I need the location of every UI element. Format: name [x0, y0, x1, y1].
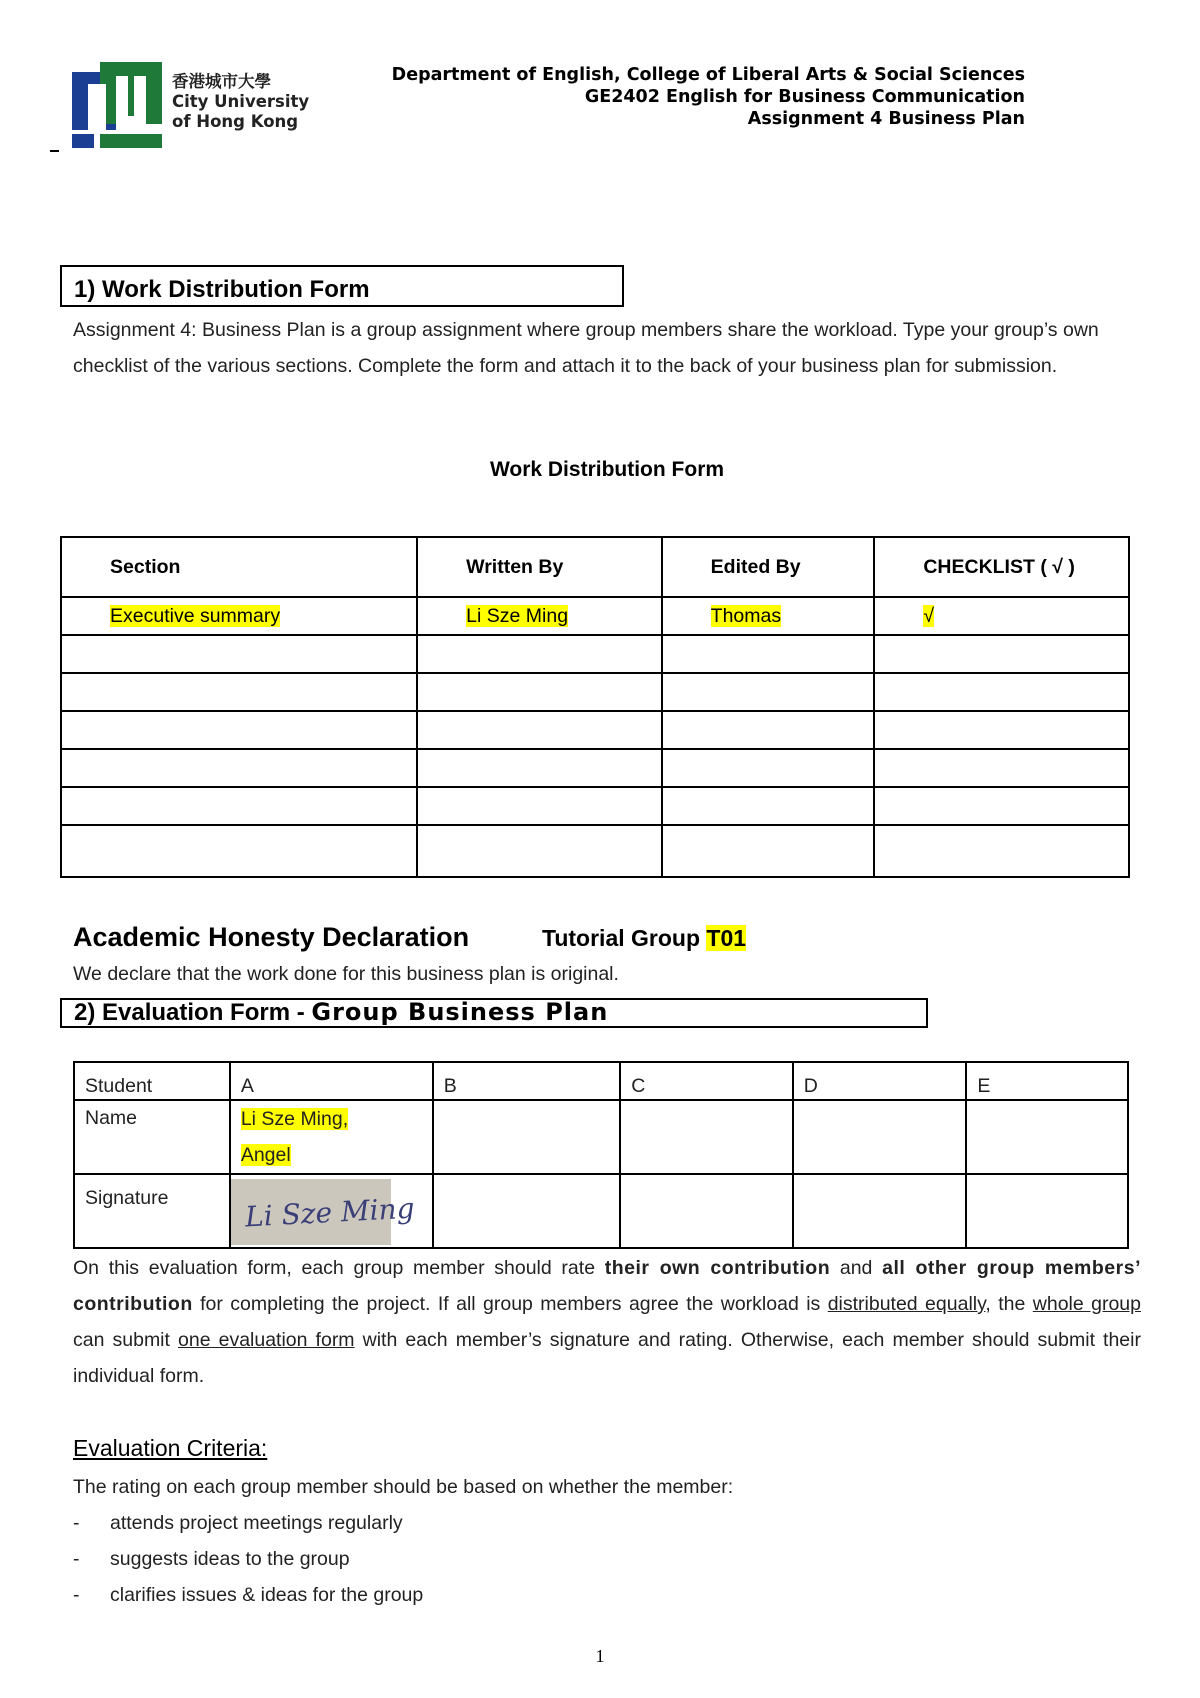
svg-text:Li Sze Ming: Li Sze Ming — [244, 1191, 416, 1234]
name-c-cell[interactable] — [620, 1100, 793, 1174]
instr-underline-form: one evaluation form — [178, 1329, 355, 1351]
table-cell[interactable] — [61, 597, 417, 635]
name-a-cell[interactable] — [230, 1100, 433, 1174]
instr-underline-equal: distributed equally — [827, 1293, 986, 1315]
signature-a-cell[interactable] — [230, 1174, 433, 1248]
honesty-statement: We declare that the work done for this business plan is original. — [73, 963, 619, 985]
stray-mark — [50, 150, 59, 152]
table-cell[interactable] — [874, 635, 1129, 673]
table-cell[interactable] — [874, 749, 1129, 787]
table-cell[interactable] — [662, 711, 875, 749]
instr-text-6: with each member’s signature and rating. Otherwise, each member should submit their individual form. — [73, 1329, 1141, 1387]
logo-chinese-name: 香港城市大學 — [172, 72, 271, 91]
table-cell[interactable] — [874, 825, 1129, 877]
work-form-title: Work Distribution Form — [489, 458, 725, 481]
section2-title-part1: 2) Evaluation Form - — [74, 999, 312, 1026]
table-cell[interactable] — [662, 673, 875, 711]
instr-text-3: for completing the project. If all group members agree the workload is — [192, 1293, 828, 1315]
table-cell[interactable] — [662, 597, 875, 635]
list-dash: - — [73, 1512, 80, 1534]
instr-bold-others: all other group members’ contribution — [73, 1257, 1141, 1315]
section1-title-box — [60, 265, 624, 307]
table-cell[interactable] — [874, 711, 1129, 749]
section1-title: 1) Work Distribution Form — [74, 276, 370, 303]
cityu-logo-icon — [72, 62, 167, 152]
tutorial-group-label: Tutorial Group — [542, 925, 701, 951]
name-a-line1: Li Sze Ming, — [240, 1108, 349, 1130]
student-c: C — [620, 1062, 793, 1100]
honesty-title: Academic Honesty Declaration — [73, 922, 470, 952]
table-row — [61, 673, 1129, 711]
header-department: Department of English, College of Liberal Arts & Social Sciences — [391, 65, 1025, 85]
table-cell[interactable] — [417, 711, 662, 749]
table-row — [61, 825, 1129, 877]
table-cell[interactable] — [874, 673, 1129, 711]
table-cell[interactable] — [662, 749, 875, 787]
university-logo — [72, 62, 310, 152]
signature-c-cell[interactable] — [620, 1174, 793, 1248]
section2-title-part2: Group Business Plan — [311, 998, 609, 1026]
evaluation-instructions — [73, 1250, 1141, 1394]
evaluation-table — [73, 1061, 1129, 1249]
table-header-row — [61, 537, 1129, 597]
handwritten-signature-icon — [231, 1179, 416, 1245]
table-cell[interactable] — [61, 787, 417, 825]
tutorial-group — [542, 925, 746, 952]
table-row — [61, 635, 1129, 673]
table-row — [61, 597, 1129, 635]
logo-english-line1: City University — [172, 92, 310, 111]
header-edited-by: Edited By — [662, 537, 875, 597]
name-a-line2: Angel — [240, 1144, 291, 1166]
cell-written-value: Li Sze Ming — [466, 604, 569, 627]
header-section: Section — [61, 537, 417, 597]
name-a-value — [241, 1101, 422, 1173]
work-distribution-table — [60, 536, 1130, 878]
criteria-title: Evaluation Criteria: — [73, 1435, 268, 1461]
page-number: 1 — [595, 1646, 605, 1666]
table-row — [61, 711, 1129, 749]
cell-edited-value: Thomas — [710, 604, 782, 627]
header-checklist: CHECKLIST ( √ ) — [874, 537, 1129, 597]
cell-checklist-value: √ — [923, 604, 935, 627]
list-dash: - — [73, 1548, 80, 1570]
tutorial-group-value: T01 — [706, 925, 747, 951]
table-cell[interactable] — [662, 635, 875, 673]
instr-text-2: and — [830, 1257, 883, 1279]
student-row — [74, 1062, 1128, 1100]
logo-wordmark — [172, 72, 309, 132]
list-item — [73, 1577, 423, 1613]
list-item-text: attends project meetings regularly — [110, 1512, 403, 1534]
table-cell[interactable] — [662, 787, 875, 825]
table-cell[interactable] — [61, 749, 417, 787]
signature-d-cell[interactable] — [793, 1174, 967, 1248]
header-written-by: Written By — [417, 537, 662, 597]
table-cell[interactable] — [417, 749, 662, 787]
name-b-cell[interactable] — [433, 1100, 621, 1174]
table-cell[interactable] — [61, 635, 417, 673]
section2-title — [74, 998, 608, 1027]
table-cell[interactable] — [874, 597, 1129, 635]
instr-text-5: can submit — [73, 1329, 178, 1351]
student-label: Student — [74, 1062, 230, 1100]
name-row — [74, 1100, 1128, 1174]
table-row — [61, 787, 1129, 825]
name-label: Name — [74, 1100, 230, 1174]
instr-text-1: On this evaluation form, each group member should rate — [73, 1257, 605, 1279]
table-cell[interactable] — [61, 711, 417, 749]
table-cell[interactable] — [417, 597, 662, 635]
section2-title-box — [60, 998, 928, 1028]
criteria-list — [73, 1505, 423, 1613]
list-item-text: clarifies issues & ideas for the group — [110, 1584, 424, 1606]
signature-row — [74, 1174, 1128, 1248]
table-cell[interactable] — [417, 787, 662, 825]
table-cell[interactable] — [417, 825, 662, 877]
instr-underline-group: whole group — [1032, 1293, 1141, 1315]
signature-e-cell[interactable] — [966, 1174, 1128, 1248]
list-item — [73, 1505, 423, 1541]
table-cell[interactable] — [417, 635, 662, 673]
list-item — [73, 1541, 423, 1577]
student-e: E — [966, 1062, 1128, 1100]
table-row — [61, 749, 1129, 787]
name-d-cell[interactable] — [793, 1100, 967, 1174]
table-cell[interactable] — [61, 825, 417, 877]
instr-bold-own: their own contribution — [604, 1257, 831, 1279]
student-d: D — [793, 1062, 967, 1100]
table-cell[interactable] — [662, 825, 875, 877]
student-b: B — [433, 1062, 621, 1100]
signature-label: Signature — [74, 1174, 230, 1248]
instr-text-4: , the — [985, 1293, 1033, 1315]
signature-b-cell[interactable] — [433, 1174, 621, 1248]
table-cell[interactable] — [61, 673, 417, 711]
signature-a-image — [231, 1179, 416, 1245]
header-assignment: Assignment 4 Business Plan — [747, 109, 1025, 129]
criteria-intro: The rating on each group member should be based on whether the member: — [73, 1476, 734, 1498]
section1-intro: Assignment 4: Business Plan is a group assignment where group members share the workload. Type your group’s own checklist of the various sections. Complete the form and attach it to the back of your business plan for submission. — [73, 319, 1099, 377]
logo-english-line2: of Hong Kong — [172, 112, 299, 131]
list-item-text: suggests ideas to the group — [110, 1548, 350, 1570]
student-a: A — [230, 1062, 433, 1100]
name-e-cell[interactable] — [966, 1100, 1128, 1174]
table-cell[interactable] — [417, 673, 662, 711]
list-dash: - — [73, 1584, 80, 1606]
document-header — [392, 64, 1025, 130]
cell-section-value: Executive summary — [110, 604, 281, 627]
table-cell[interactable] — [874, 787, 1129, 825]
header-course: GE2402 English for Business Communication — [584, 87, 1025, 107]
